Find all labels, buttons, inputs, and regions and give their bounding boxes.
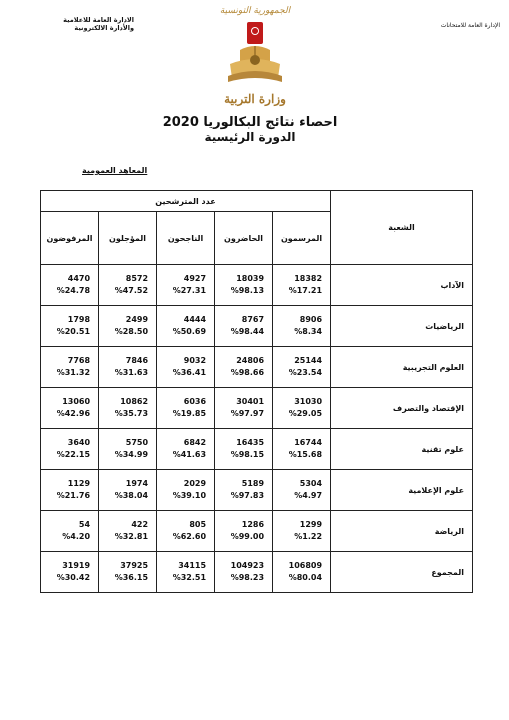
table-row [41, 470, 473, 511]
registered-cell [273, 552, 331, 593]
registered-count: 31030 [294, 397, 323, 406]
rejected-cell [41, 306, 99, 347]
rejected-cell [41, 552, 99, 593]
deferred-count: 422 [131, 520, 149, 529]
passed-count: 4444 [183, 315, 207, 324]
deferred-count: 37925 [120, 561, 149, 570]
branch-name: المجموع [331, 552, 473, 593]
present-cell [215, 306, 273, 347]
rejected-count: 31919 [62, 561, 91, 570]
present-count: 16435 [236, 438, 265, 447]
passed-count: 4927 [183, 274, 207, 283]
deferred-count: 7846 [125, 356, 149, 365]
present-count: 24806 [236, 356, 265, 365]
registered-cell [273, 429, 331, 470]
republic-name: الجمهورية التونسية [219, 6, 291, 16]
deferred-count: 10862 [120, 397, 149, 406]
deferred-count: 5750 [125, 438, 149, 447]
present-percent: %97.83 [230, 491, 265, 500]
rejected-cell [41, 470, 99, 511]
deferred-count: 1974 [125, 479, 149, 488]
registered-cell [273, 388, 331, 429]
registered-percent: %23.54 [288, 368, 323, 377]
registered-percent: %17.21 [288, 286, 323, 295]
table-row [41, 511, 473, 552]
passed-percent: %19.85 [172, 409, 207, 418]
ministry-name: وزارة التربية [224, 92, 286, 106]
it-directorate-line2: والأدارة الالكترونية [74, 24, 134, 32]
page-title: احصاء نتائج البكالوريا 2020 [162, 115, 338, 130]
passed-percent: %32.51 [172, 573, 207, 582]
deferred-percent: %38.04 [114, 491, 149, 500]
rejected-percent: %24.78 [56, 286, 91, 295]
deferred-cell [99, 429, 157, 470]
rejected-percent: %22.15 [56, 450, 91, 459]
passed-count: 6036 [183, 397, 207, 406]
registered-cell [273, 347, 331, 388]
passed-count: 2029 [183, 479, 207, 488]
branch-name: علوم الإعلامية [331, 470, 473, 511]
section-label: المعاهد العمومية [82, 166, 148, 175]
emblem-logo-icon [220, 20, 290, 92]
passed-count: 805 [189, 520, 207, 529]
passed-count: 6842 [183, 438, 207, 447]
deferred-percent: %31.63 [114, 368, 149, 377]
registered-cell [273, 470, 331, 511]
present-percent: %98.15 [230, 450, 265, 459]
rejected-count: 1129 [67, 479, 91, 488]
registered-count: 5304 [299, 479, 323, 488]
deferred-count: 8572 [125, 274, 149, 283]
it-directorate-line1: الادارة العامة للاعلامية [63, 16, 134, 24]
table-row [41, 265, 473, 306]
rejected-percent: %30.42 [56, 573, 91, 582]
present-cell [215, 470, 273, 511]
rejected-count: 54 [78, 520, 91, 529]
rejected-cell [41, 511, 99, 552]
passed-percent: %50.69 [172, 327, 207, 336]
deferred-percent: %28.50 [114, 327, 149, 336]
deferred-cell [99, 306, 157, 347]
registered-cell [273, 306, 331, 347]
passed-count: 34115 [178, 561, 207, 570]
rejected-count: 13060 [62, 397, 91, 406]
registered-count: 106809 [288, 561, 323, 570]
rejected-cell [41, 265, 99, 306]
registered-count: 18382 [294, 274, 323, 283]
table-row [41, 552, 473, 593]
registered-percent: %15.68 [288, 450, 323, 459]
it-directorate-label [14, 16, 134, 32]
passed-percent: %62.60 [172, 532, 207, 541]
branch-name: العلوم التجريبية [331, 347, 473, 388]
present-percent: %98.44 [230, 327, 265, 336]
passed-cell [157, 347, 215, 388]
present-percent: %98.23 [230, 573, 265, 582]
deferred-column-header: المؤجلون [99, 212, 157, 265]
passed-cell [157, 306, 215, 347]
exams-directorate-label: الإدارة العامة للامتحانات [440, 22, 500, 29]
present-percent: %99.00 [230, 532, 265, 541]
page-subtitle: الدورة الرئيسية [204, 130, 296, 144]
passed-cell [157, 265, 215, 306]
registered-percent: %29.05 [288, 409, 323, 418]
candidates-group-header: عدد المترشحين [41, 191, 331, 212]
branch-name: الرياضة [331, 511, 473, 552]
present-cell [215, 388, 273, 429]
passed-cell [157, 511, 215, 552]
passed-percent: %39.10 [172, 491, 207, 500]
passed-count: 9032 [183, 356, 207, 365]
deferred-percent: %36.15 [114, 573, 149, 582]
rejected-percent: %21.76 [56, 491, 91, 500]
registered-cell [273, 511, 331, 552]
rejected-count: 7768 [67, 356, 91, 365]
rejected-count: 1798 [67, 315, 91, 324]
rejected-cell [41, 429, 99, 470]
passed-cell [157, 429, 215, 470]
present-percent: %98.66 [230, 368, 265, 377]
present-count: 30401 [236, 397, 265, 406]
deferred-percent: %32.81 [114, 532, 149, 541]
present-column-header: الحاضرون [215, 212, 273, 265]
passed-cell [157, 388, 215, 429]
registered-count: 8906 [299, 315, 323, 324]
present-percent: %98.13 [230, 286, 265, 295]
rejected-percent: %20.51 [56, 327, 91, 336]
rejected-percent: %31.32 [56, 368, 91, 377]
present-count: 1286 [241, 520, 265, 529]
registered-count: 25144 [294, 356, 323, 365]
present-cell [215, 552, 273, 593]
rejected-count: 3640 [67, 438, 91, 447]
registered-count: 1299 [299, 520, 323, 529]
branch-column-header: الشعبة [331, 191, 473, 265]
passed-percent: %36.41 [172, 368, 207, 377]
rejected-cell [41, 388, 99, 429]
registered-percent: %80.04 [288, 573, 323, 582]
table-row [41, 306, 473, 347]
registered-count: 16744 [294, 438, 323, 447]
present-count: 104923 [230, 561, 265, 570]
branch-name: الآداب [331, 265, 473, 306]
deferred-cell [99, 347, 157, 388]
passed-cell [157, 470, 215, 511]
deferred-cell [99, 470, 157, 511]
results-table [40, 190, 473, 593]
present-count: 5189 [241, 479, 265, 488]
deferred-cell [99, 552, 157, 593]
rejected-cell [41, 347, 99, 388]
deferred-percent: %35.73 [114, 409, 149, 418]
branch-name: الرياضيات [331, 306, 473, 347]
present-cell [215, 347, 273, 388]
branch-name: علوم تقنية [331, 429, 473, 470]
registered-percent: %1.22 [294, 532, 323, 541]
present-count: 8767 [241, 315, 265, 324]
present-percent: %97.97 [230, 409, 265, 418]
registered-column-header: المرسمون [273, 212, 331, 265]
passed-percent: %41.63 [172, 450, 207, 459]
branch-name: الإقتصاد والتصرف [331, 388, 473, 429]
table-row [41, 429, 473, 470]
table-row [41, 388, 473, 429]
rejected-count: 4470 [67, 274, 91, 283]
present-count: 18039 [236, 274, 265, 283]
rejected-percent: %42.96 [56, 409, 91, 418]
present-cell [215, 265, 273, 306]
rejected-column-header: المرفوضون [41, 212, 99, 265]
deferred-count: 2499 [125, 315, 149, 324]
deferred-cell [99, 388, 157, 429]
present-cell [215, 511, 273, 552]
deferred-cell [99, 265, 157, 306]
passed-column-header: الناجحون [157, 212, 215, 265]
present-cell [215, 429, 273, 470]
registered-percent: %4.97 [294, 491, 323, 500]
passed-percent: %27.31 [172, 286, 207, 295]
registered-percent: %8.34 [294, 327, 323, 336]
deferred-percent: %47.52 [114, 286, 149, 295]
rejected-percent: %4.20 [62, 532, 91, 541]
deferred-cell [99, 511, 157, 552]
ministry-emblem [205, 6, 305, 114]
registered-cell [273, 265, 331, 306]
table-row [41, 347, 473, 388]
deferred-percent: %34.99 [114, 450, 149, 459]
passed-cell [157, 552, 215, 593]
